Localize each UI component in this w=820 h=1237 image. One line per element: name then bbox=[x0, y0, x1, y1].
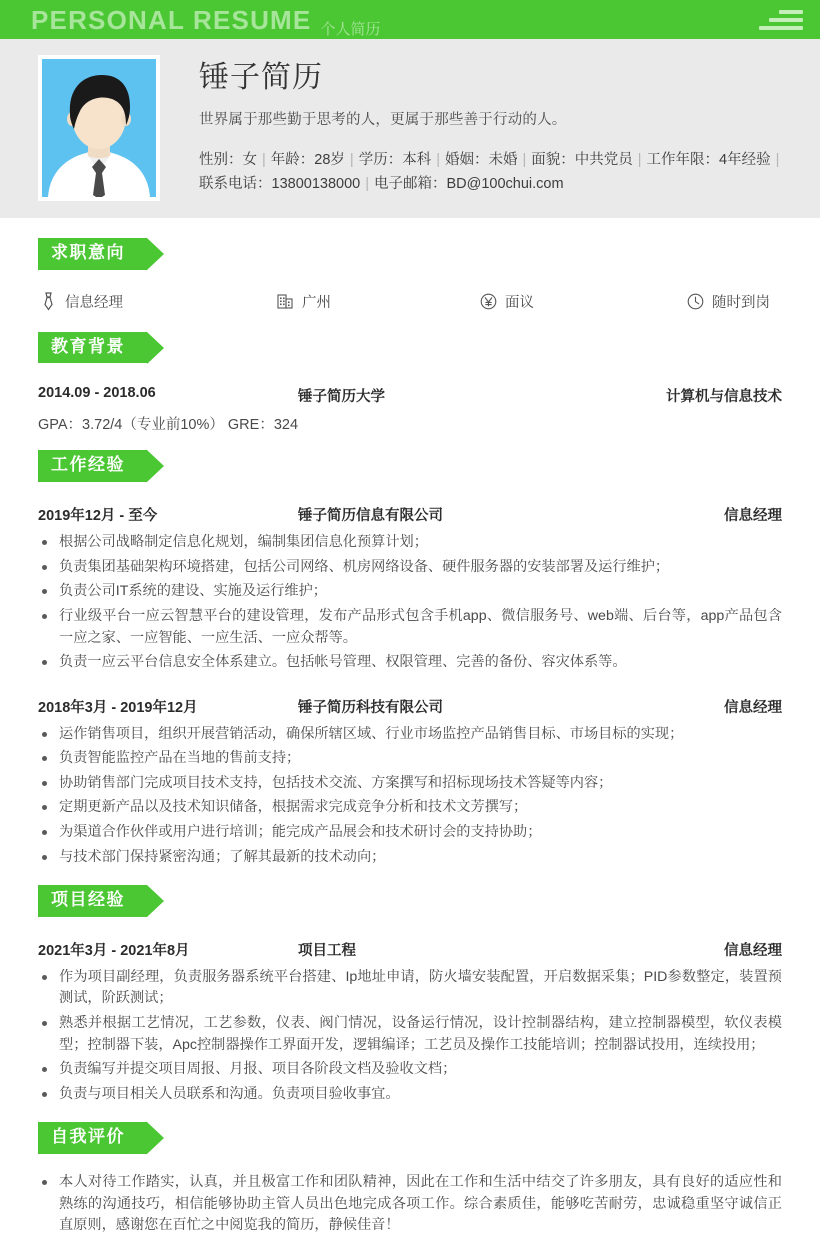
meta-phone: 联系电话：13800138000 bbox=[199, 176, 361, 193]
work-company: 锤子简历信息有限公司 bbox=[298, 508, 443, 525]
meta-separator: | bbox=[522, 151, 527, 168]
intent-label-availability: 随时到岗 bbox=[712, 294, 770, 311]
hamburger-line bbox=[759, 26, 803, 30]
intent-label-salary: 面议 bbox=[505, 294, 534, 311]
list-item: 定期更新产品以及技术知识储备，根据需求完成竞争分析和技术文芳撰写； bbox=[38, 797, 782, 819]
self-evaluation-bullets bbox=[38, 1172, 782, 1237]
profile-meta-line-1 bbox=[199, 148, 784, 173]
list-item: 本人对待工作踏实，认真，并且极富工作和团队精神，因此在工作和生活中结交了许多朋友，具有良好的适应性和熟练的沟通技巧，相信能够协助主管人员出色地完成各项工作。综合素质佳，能够吃苦耐劳，忠诚稳重坚守诚信正直原则，感谢您在百忙之中阅览我的简历，静候佳音！ bbox=[38, 1172, 782, 1237]
intent-item-city bbox=[275, 291, 478, 312]
app-header bbox=[0, 0, 820, 39]
project-name: 项目工程 bbox=[298, 942, 356, 959]
section-tag-wrap bbox=[38, 332, 782, 364]
page-title: PERSONAL RESUME bbox=[31, 4, 312, 35]
section-tag-wrap bbox=[38, 885, 782, 917]
section-job-intention bbox=[0, 218, 820, 312]
hamburger-line bbox=[769, 18, 803, 22]
section-tag-project-experience: 项目经验 bbox=[38, 885, 147, 917]
meta-separator: | bbox=[365, 176, 369, 193]
list-item: 根据公司战略制定信息化规划，编制集团信息化预算计划； bbox=[38, 532, 782, 554]
work-period: 2018年3月 - 2019年12月 bbox=[38, 699, 198, 716]
profile-name: 锤子简历 bbox=[199, 61, 323, 94]
meta-separator: | bbox=[637, 151, 642, 168]
project-bullets bbox=[38, 967, 782, 1105]
section-work-experience bbox=[0, 436, 820, 868]
list-item: 熟悉并根据工艺情况，工艺参数，仪表、阀门情况，设备运行情况，设计控制器结构，建立控制器模型，软仪表模型；控制器下装，Apc控制器操作工界面开发，逻辑编译；工艺员及操作工技能培训；控制器试投用，连续投用； bbox=[38, 1013, 782, 1056]
yuan-circle-icon bbox=[478, 291, 498, 311]
work-entry-header bbox=[38, 696, 782, 717]
profile-motto: 世界属于那些勤于思考的人，更属于那些善于行动的人。 bbox=[199, 111, 567, 128]
work-role: 信息经理 bbox=[724, 699, 782, 716]
avatar bbox=[38, 55, 160, 201]
meta-separator: | bbox=[262, 151, 266, 168]
section-tag-work-experience: 工作经验 bbox=[38, 450, 147, 482]
section-education bbox=[0, 318, 820, 435]
education-major: 计算机与信息技术 bbox=[666, 389, 782, 406]
list-item: 负责一应云平台信息安全体系建立。包括帐号管理、权限管理、完善的备份、容灾体系等。 bbox=[38, 652, 782, 674]
avatar-photo bbox=[42, 59, 156, 197]
intent-item-availability bbox=[685, 291, 770, 312]
work-bullets bbox=[38, 724, 782, 868]
hamburger-menu-icon[interactable] bbox=[759, 10, 803, 30]
list-item: 协助销售部门完成项目技术支持，包括技术交流、方案撰写和招标现场技术答疑等内容； bbox=[38, 773, 782, 795]
profile-band bbox=[0, 39, 820, 218]
section-tag-wrap bbox=[38, 450, 782, 482]
meta-experience: 工作年限：4年经验 bbox=[646, 151, 771, 168]
profile-meta-line-2 bbox=[199, 172, 784, 197]
list-item: 与技术部门保持紧密沟通；了解其最新的技术动向； bbox=[38, 847, 782, 869]
section-tag-wrap bbox=[38, 1122, 782, 1154]
intent-label-city: 广州 bbox=[302, 294, 331, 311]
project-entry-header bbox=[38, 939, 782, 960]
intent-item-position bbox=[38, 291, 275, 312]
hamburger-line bbox=[779, 10, 803, 14]
meta-separator: | bbox=[775, 151, 780, 168]
list-item: 负责公司IT系统的建设、实施及运行维护； bbox=[38, 581, 782, 603]
page-subtitle: 个人简历 bbox=[320, 21, 381, 38]
education-school: 锤子简历大学 bbox=[298, 389, 385, 406]
job-intention-row bbox=[38, 291, 782, 312]
list-item: 负责与项目相关人员联系和沟通。负责项目验收事宜。 bbox=[38, 1084, 782, 1106]
meta-age: 年龄：28岁 bbox=[270, 151, 345, 168]
project-period: 2021年3月 - 2021年8月 bbox=[38, 942, 190, 959]
intent-item-salary bbox=[478, 291, 685, 312]
section-tag-wrap bbox=[38, 238, 782, 270]
project-role: 信息经理 bbox=[724, 942, 782, 959]
building-icon bbox=[275, 291, 295, 311]
section-tag-education: 教育背景 bbox=[38, 332, 147, 364]
intent-label-position: 信息经理 bbox=[65, 294, 123, 311]
meta-separator: | bbox=[436, 151, 440, 168]
education-period: 2014.09 - 2018.06 bbox=[38, 385, 156, 402]
list-item: 负责智能监控产品在当地的售前支持； bbox=[38, 748, 782, 770]
education-entry-header bbox=[38, 385, 782, 406]
work-entry-header bbox=[38, 504, 782, 525]
meta-gender: 性别：女 bbox=[199, 151, 257, 168]
section-project-experience bbox=[0, 871, 820, 1105]
list-item: 行业级平台一应云智慧平台的建设管理，发布产品形式包含手机app、微信服务号、web端、后台等，app产品包含一应之家、一应智能、一应生活、一应众帮等。 bbox=[38, 606, 782, 649]
work-company: 锤子简历科技有限公司 bbox=[298, 699, 443, 716]
list-item: 负责编写并提交项目周报、月报、项目各阶段文档及验收文档； bbox=[38, 1059, 782, 1081]
avatar-illustration-icon bbox=[42, 59, 156, 197]
section-tag-self-evaluation: 自我评价 bbox=[38, 1122, 147, 1154]
meta-separator: | bbox=[349, 151, 354, 168]
section-tag-job-intention: 求职意向 bbox=[38, 238, 147, 270]
list-item: 负责集团基础架构环境搭建，包括公司网络、机房网络设备、硬件服务器的安装部署及运行维护； bbox=[38, 557, 782, 579]
work-role: 信息经理 bbox=[724, 508, 782, 525]
meta-email: 电子邮箱：BD@100chui.com bbox=[374, 176, 564, 193]
profile-meta bbox=[199, 148, 784, 198]
meta-marriage: 婚姻：未婚 bbox=[444, 151, 518, 168]
education-detail: GPA：3.72/4（专业前10%） GRE：324 bbox=[38, 417, 299, 434]
section-self-evaluation bbox=[0, 1108, 820, 1236]
clock-icon bbox=[685, 291, 705, 311]
work-period: 2019年12月 - 至今 bbox=[38, 508, 158, 525]
list-item: 为渠道合作伙伴或用户进行培训；能完成产品展会和技术研讨会的支持协助； bbox=[38, 822, 782, 844]
list-item: 作为项目副经理，负责服务器系统平台搭建、Ip地址申请，防火墙安装配置，开启数据采集；PID参数整定，装置预测试，阶跃测试； bbox=[38, 967, 782, 1010]
list-item: 运作销售项目，组织开展营销活动，确保所辖区域、行业市场监控产品销售目标、市场目标的实现； bbox=[38, 724, 782, 746]
necktie-icon bbox=[38, 291, 58, 311]
meta-education: 学历：本科 bbox=[358, 151, 432, 168]
meta-political: 面貌：中共党员 bbox=[531, 151, 633, 168]
work-bullets bbox=[38, 532, 782, 673]
